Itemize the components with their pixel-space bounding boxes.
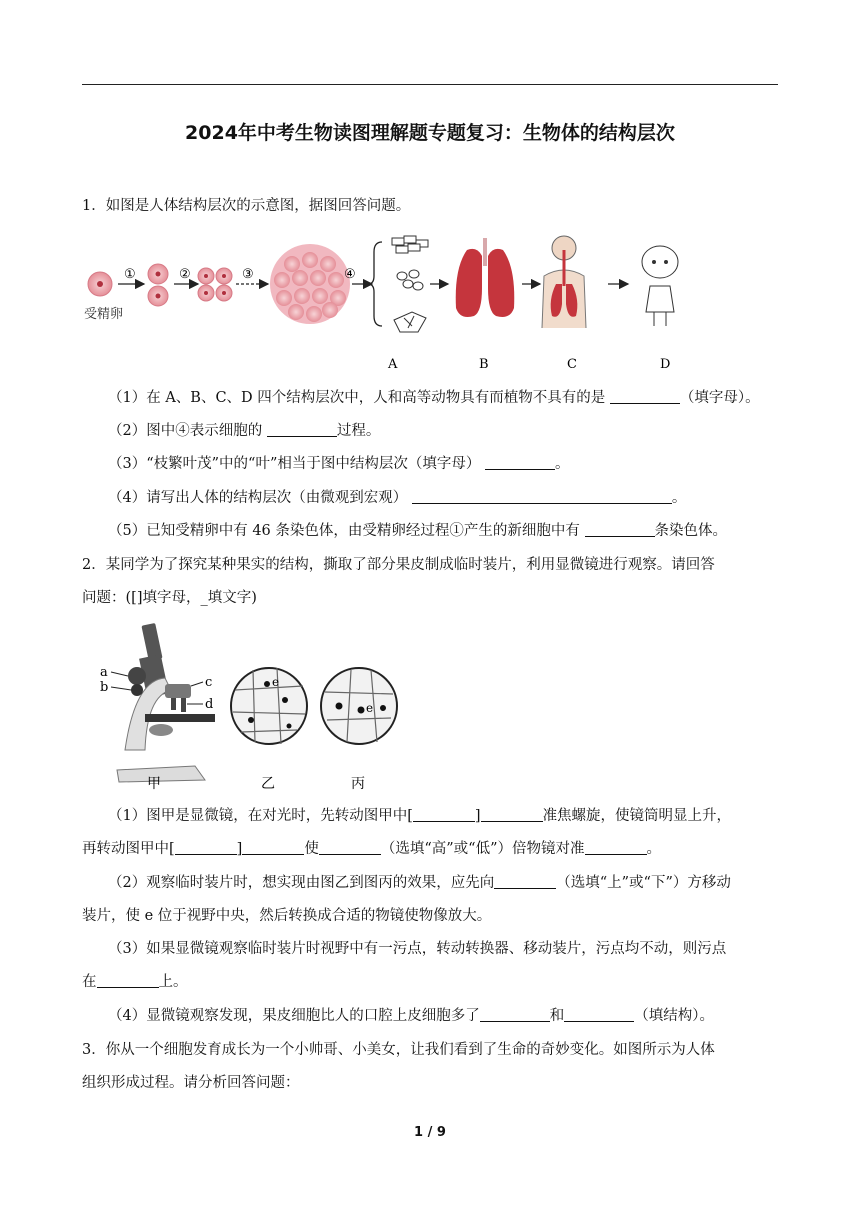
step-2-label: ② <box>179 267 191 282</box>
q3-stem-line-2: 组织形成过程。请分析回答问题： <box>82 1075 300 1091</box>
answer-blank[interactable] <box>267 421 337 437</box>
step-1-label: ① <box>124 267 136 282</box>
answer-blank[interactable] <box>585 521 655 537</box>
q2-sub-2-line-2: 装片，使 e 位于视野中央，然后转换成合适的物镜使物像放大。 <box>82 908 492 924</box>
tissue-samples-a <box>392 236 428 332</box>
q1-sub-2: （2）图中④表示细胞的 过程。 <box>108 423 381 439</box>
q3-stem-line-1: 3．你从一个细胞发育成长为一个小帅哥、小美女，让我们看到了生命的奇妙变化。如图所示为人体 <box>82 1042 715 1058</box>
q2-sub-4: （4）显微镜观察发现，果皮细胞比人的口腔上皮细胞多了 和 （填结构）。 <box>108 1008 714 1024</box>
part-label-d: d <box>205 697 214 712</box>
q2-sub-1-line-1: （1）图甲是显微镜，在对光时，先转动图甲中[ ] 准焦螺旋，使镜筒明显上升， <box>108 808 732 824</box>
q2-microscope-figure <box>95 620 405 792</box>
answer-blank[interactable] <box>564 1006 634 1022</box>
answer-blank[interactable] <box>413 806 475 822</box>
answer-blank[interactable] <box>485 454 555 470</box>
stage-label-c: C <box>567 357 577 372</box>
human-individual-d <box>642 246 678 326</box>
q1-sub-4: （4）请写出人体的结构层次（由微观到宏观） 。 <box>108 490 687 506</box>
stage-label-d: D <box>660 357 671 372</box>
q1-sub-3: （3）“枝繁叶茂”中的“叶”相当于图中结构层次（填字母） 。 <box>108 456 570 472</box>
answer-blank[interactable] <box>481 806 543 822</box>
q2-sub-2-line-1: （2）观察临时装片时，想实现由图乙到图丙的效果，应先向 （选填“上”或“下”）方移动 <box>108 875 731 891</box>
answer-blank[interactable] <box>585 839 647 855</box>
microscope-drawing <box>117 623 215 782</box>
caption-jia: 甲 <box>147 776 161 792</box>
morula-cell-cluster <box>270 244 350 324</box>
part-label-c: c <box>205 675 213 690</box>
answer-blank[interactable] <box>494 873 556 889</box>
view-bing-cells <box>321 668 397 744</box>
stage-label-a: A <box>388 357 398 372</box>
answer-blank[interactable] <box>610 388 680 404</box>
q1-structure-figure <box>82 228 702 378</box>
part-label-b: b <box>100 680 109 695</box>
page-title: 2024年中考生物读图理解题专题复习：生物体的结构层次 <box>185 122 675 144</box>
q1-sub-1: （1）在 A、B、C、D 四个结构层次中，人和高等动物具有而植物不具有的是 （填字母）。 <box>108 390 760 406</box>
view-yi-cells <box>231 668 307 744</box>
answer-blank[interactable] <box>175 839 237 855</box>
q2-sub-3-line-2: 在 上。 <box>82 974 188 990</box>
q1-stem: 1．如图是人体结构层次的示意图，据图回答问题。 <box>82 198 411 214</box>
step-4-label: ④ <box>344 267 356 282</box>
respiratory-system-c <box>542 236 586 328</box>
q2-stem-line-1: 2．某同学为了探究某种果实的结构，撕取了部分果皮制成临时装片，利用显微镜进行观察。请回答 <box>82 557 715 573</box>
caption-bing: 丙 <box>351 776 365 792</box>
answer-blank[interactable] <box>97 972 159 988</box>
caption-yi: 乙 <box>261 776 275 792</box>
q2-stem-line-2: 问题：([]填字母，_填文字) <box>82 590 257 606</box>
page-number: 1 / 9 <box>414 1125 446 1140</box>
step-3-label: ③ <box>242 267 254 282</box>
cell-label-e-bing: e <box>366 701 374 715</box>
q1-sub-5: （5）已知受精卵中有 46 条染色体，由受精卵经过程①产生的新细胞中有 条染色体。 <box>108 523 728 539</box>
part-label-a: a <box>100 665 108 680</box>
q2-sub-3-line-1: （3）如果显微镜观察临时装片时视野中有一污点，转动转换器、移动装片，污点均不动，则污点 <box>108 941 727 957</box>
lungs-organ-b <box>456 238 515 317</box>
answer-blank[interactable] <box>412 488 672 504</box>
answer-blank[interactable] <box>480 1006 550 1022</box>
stage-label-b: B <box>479 357 489 372</box>
answer-blank[interactable] <box>242 839 304 855</box>
fertilized-egg-label: 受精卵 <box>84 307 124 322</box>
cell-label-e-yi: e <box>272 675 280 689</box>
header-rule <box>82 84 778 85</box>
q2-sub-1-line-2: 再转动图甲中[ ] 使 （选填“高”或“低”）倍物镜对准 。 <box>82 841 661 857</box>
answer-blank[interactable] <box>319 839 381 855</box>
